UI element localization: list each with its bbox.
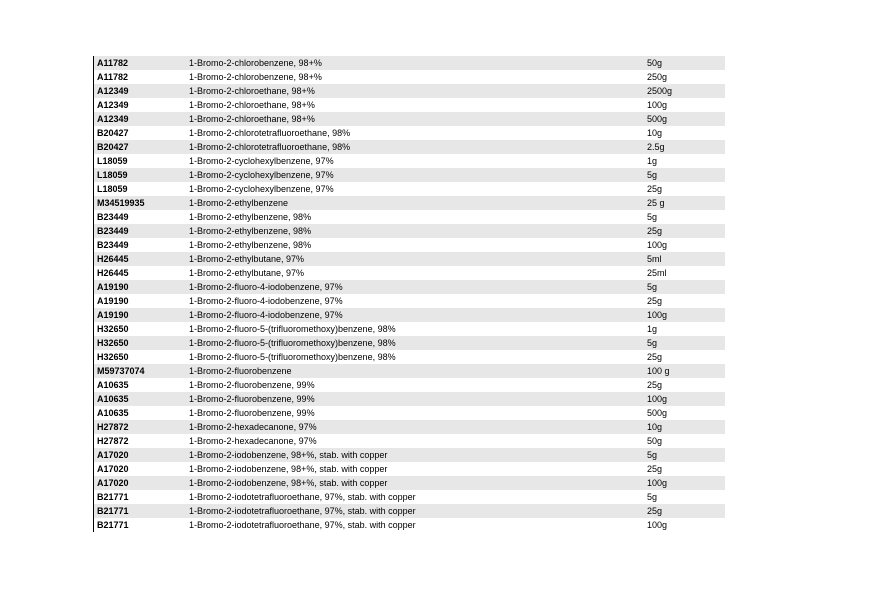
product-description: 1-Bromo-2-iodobenzene, 98+%, stab. with copper [189,478,388,488]
catalog-number: A19190 [97,310,129,320]
package-size: 25g [647,506,663,516]
package-size: 5g [647,282,658,292]
table-row [94,196,725,210]
table-row [94,294,725,308]
product-description: 1-Bromo-2-ethylbutane, 97% [189,254,305,264]
package-size: 500g [647,114,668,124]
package-size: 25ml [647,268,667,278]
table-row [94,168,725,182]
product-table [93,56,725,532]
catalog-number: B23449 [97,240,129,250]
table-row [94,350,725,364]
table-row [94,308,725,322]
package-size: 1g [647,324,658,334]
product-description: 1-Bromo-2-fluorobenzene, 99% [189,380,315,390]
catalog-number: M34519935 [97,198,145,208]
product-description: 1-Bromo-2-chlorotetrafluoroethane, 98% [189,128,351,138]
catalog-number: H27872 [97,436,129,446]
table-row [94,84,725,98]
catalog-number: B23449 [97,212,129,222]
catalog-number: B23449 [97,226,129,236]
catalog-number: A17020 [97,478,129,488]
catalog-number: B21771 [97,492,129,502]
package-size: 100g [647,478,668,488]
product-description: 1-Bromo-2-iodotetrafluoroethane, 97%, stab. with copper [189,506,416,516]
product-description: 1-Bromo-2-fluoro-5-(trifluoromethoxy)benzene, 98% [189,352,396,362]
table-row [94,238,725,252]
table-row [94,140,725,154]
table-row [94,490,725,504]
product-description: 1-Bromo-2-chloroethane, 98+% [189,100,315,110]
package-size: 25g [647,296,663,306]
package-size: 100 g [647,366,670,376]
table-row [94,154,725,168]
table-row [94,70,725,84]
table-row [94,504,725,518]
catalog-number: A12349 [97,86,129,96]
catalog-number: H32650 [97,324,129,334]
product-description: 1-Bromo-2-fluorobenzene, 99% [189,394,315,404]
table-row [94,448,725,462]
product-description: 1-Bromo-2-chlorobenzene, 98+% [189,72,322,82]
product-description: 1-Bromo-2-chlorotetrafluoroethane, 98% [189,142,351,152]
table-row [94,434,725,448]
product-description: 1-Bromo-2-ethylbutane, 97% [189,268,305,278]
catalog-number: A10635 [97,408,129,418]
catalog-number: M59737074 [97,366,145,376]
table-row [94,224,725,238]
table-row [94,518,725,532]
catalog-number: B20427 [97,128,129,138]
catalog-number: L18059 [97,156,128,166]
package-size: 5g [647,338,658,348]
product-description: 1-Bromo-2-fluoro-4-iodobenzene, 97% [189,310,343,320]
table-row [94,406,725,420]
table-row [94,252,725,266]
table-row [94,364,725,378]
table-row [94,462,725,476]
product-description: 1-Bromo-2-cyclohexylbenzene, 97% [189,170,334,180]
catalog-number: B21771 [97,506,129,516]
catalog-number: A17020 [97,450,129,460]
table-row [94,322,725,336]
catalog-number: H27872 [97,422,129,432]
product-description: 1-Bromo-2-fluorobenzene, 99% [189,408,315,418]
package-size: 100g [647,310,668,320]
catalog-number: H26445 [97,254,129,264]
product-description: 1-Bromo-2-ethylbenzene [189,198,289,208]
package-size: 100g [647,394,668,404]
catalog-number: H32650 [97,338,129,348]
package-size: 10g [647,422,663,432]
package-size: 5ml [647,254,662,264]
catalog-number: B20427 [97,142,129,152]
table-row [94,210,725,224]
catalog-number: H26445 [97,268,129,278]
product-description: 1-Bromo-2-chloroethane, 98+% [189,86,315,96]
package-size: 50g [647,58,663,68]
product-description: 1-Bromo-2-iodotetrafluoroethane, 97%, stab. with copper [189,520,416,530]
table-row [94,266,725,280]
product-description: 1-Bromo-2-ethylbenzene, 98% [189,212,312,222]
catalog-number: A11782 [97,58,129,68]
catalog-number: L18059 [97,170,128,180]
product-description: 1-Bromo-2-ethylbenzene, 98% [189,240,312,250]
package-size: 25g [647,352,663,362]
catalog-number: B21771 [97,520,129,530]
package-size: 25g [647,226,663,236]
package-size: 250g [647,72,668,82]
catalog-number: A10635 [97,380,129,390]
product-description: 1-Bromo-2-iodobenzene, 98+%, stab. with copper [189,464,388,474]
catalog-number: A10635 [97,394,129,404]
product-description: 1-Bromo-2-hexadecanone, 97% [189,422,317,432]
package-size: 100g [647,520,668,530]
table-row [94,112,725,126]
package-size: 50g [647,436,663,446]
table-row [94,126,725,140]
product-description: 1-Bromo-2-cyclohexylbenzene, 97% [189,184,334,194]
table-row [94,98,725,112]
product-description: 1-Bromo-2-cyclohexylbenzene, 97% [189,156,334,166]
package-size: 10g [647,128,663,138]
product-description: 1-Bromo-2-chlorobenzene, 98+% [189,58,322,68]
package-size: 5g [647,492,658,502]
product-description: 1-Bromo-2-iodotetrafluoroethane, 97%, stab. with copper [189,492,416,502]
catalog-number: A12349 [97,114,129,124]
product-description: 1-Bromo-2-fluorobenzene [189,366,292,376]
table-row [94,420,725,434]
package-size: 2500g [647,86,673,96]
product-description: 1-Bromo-2-fluoro-4-iodobenzene, 97% [189,282,343,292]
catalog-number: H32650 [97,352,129,362]
table-row [94,182,725,196]
catalog-number: A12349 [97,100,129,110]
product-description: 1-Bromo-2-iodobenzene, 98+%, stab. with copper [189,450,388,460]
package-size: 5g [647,212,658,222]
product-description: 1-Bromo-2-ethylbenzene, 98% [189,226,312,236]
catalog-number: A11782 [97,72,129,82]
package-size: 2.5g [647,142,665,152]
table-row [94,378,725,392]
package-size: 100g [647,240,668,250]
product-description: 1-Bromo-2-fluoro-5-(trifluoromethoxy)benzene, 98% [189,324,396,334]
catalog-number: A17020 [97,464,129,474]
product-description: 1-Bromo-2-fluoro-5-(trifluoromethoxy)benzene, 98% [189,338,396,348]
package-size: 25g [647,464,663,474]
package-size: 1g [647,156,658,166]
catalog-number: A19190 [97,282,129,292]
table-row [94,280,725,294]
table-row [94,336,725,350]
package-size: 25 g [647,198,665,208]
package-size: 5g [647,170,658,180]
product-description: 1-Bromo-2-chloroethane, 98+% [189,114,315,124]
product-description: 1-Bromo-2-fluoro-4-iodobenzene, 97% [189,296,343,306]
catalog-number: L18059 [97,184,128,194]
package-size: 5g [647,450,658,460]
package-size: 25g [647,380,663,390]
table-row [94,56,725,70]
package-size: 100g [647,100,668,110]
package-size: 500g [647,408,668,418]
catalog-number: A19190 [97,296,129,306]
product-description: 1-Bromo-2-hexadecanone, 97% [189,436,317,446]
table-row [94,476,725,490]
table-row [94,392,725,406]
package-size: 25g [647,184,663,194]
